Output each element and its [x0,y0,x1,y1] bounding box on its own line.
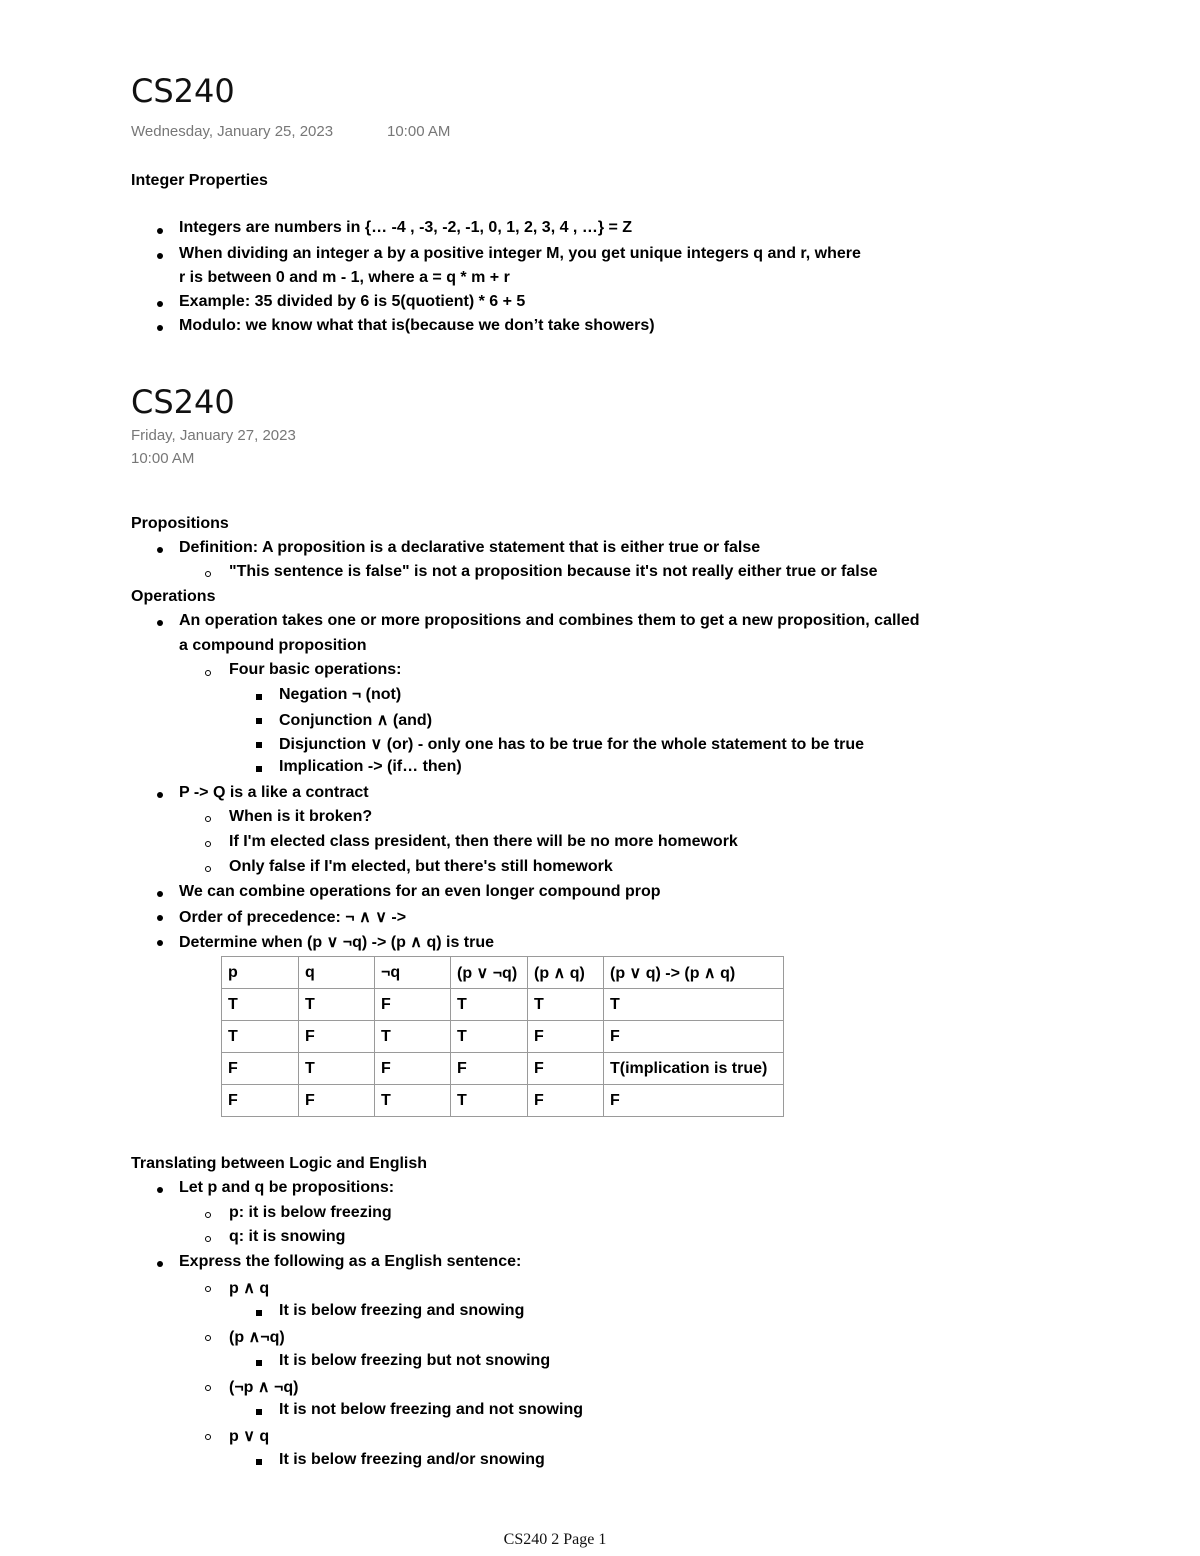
section1-title: CS240 [131,72,235,110]
list-item: Negation ¬ (not) [279,686,402,703]
list-item: Express the following as a English sentence: [179,1253,522,1270]
bullet-circle [205,1385,211,1391]
list-item: Implication -> (if… then) [279,758,462,775]
table-cell: T [604,989,784,1021]
list-item: Four basic operations: [229,661,402,678]
bullet-circle [205,1286,211,1292]
table-header-cell: (p ∨ ¬q) [451,957,528,989]
list-item-continuation: r is between 0 and m - 1, where a = q * m + r [179,269,510,286]
table-cell: F [604,1085,784,1117]
bullet-circle [205,1236,211,1242]
section1-date: Wednesday, January 25, 2023 [131,123,334,140]
table-cell: F [222,1085,299,1117]
list-item: An operation takes one or more propositions and combines them to get a new proposition, called [179,612,920,629]
table-header-row [222,957,784,989]
bullet-dot [157,792,163,798]
bullet-circle [205,816,211,822]
bullet-circle [205,841,211,847]
bullet-dot [157,940,163,946]
table-cell: T [222,1021,299,1053]
bullet-circle [205,1335,211,1341]
bullet-dot [157,891,163,897]
table-cell: T [451,1021,528,1053]
list-item: It is below freezing and/or snowing [279,1451,545,1468]
integer-properties-heading: Integer Properties [131,172,268,189]
section2-time: 10:00 AM [131,450,195,467]
list-item: It is below freezing and snowing [279,1302,525,1319]
truth-table [221,956,784,1117]
bullet-dot [157,1187,163,1193]
section1-time: 10:00 AM [387,123,451,140]
table-cell: F [299,1021,375,1053]
table-cell: T [375,1085,451,1117]
list-item: (¬p ∧ ¬q) [229,1379,299,1396]
list-item: q: it is snowing [229,1228,346,1245]
table-cell: F [222,1053,299,1085]
bullet-dot [157,547,163,553]
bullet-dot [157,1261,163,1267]
bullet-square [256,742,262,748]
bullet-square [256,1310,262,1316]
table-header-cell: ¬q [375,957,451,989]
table-cell: F [528,1053,604,1085]
bullet-circle [205,1434,211,1440]
operations-heading: Operations [131,588,216,605]
list-item: P -> Q is a like a contract [179,784,369,801]
table-row [222,1085,784,1117]
table-header-cell: (p ∨ q) -> (p ∧ q) [604,957,784,989]
bullet-square [256,718,262,724]
list-item: If I'm elected class president, then there will be no more homework [229,833,738,850]
list-item: It is below freezing but not snowing [279,1352,551,1369]
table-row [222,989,784,1021]
list-item: Let p and q be propositions: [179,1179,395,1196]
bullet-square [256,766,262,772]
bullet-circle [205,866,211,872]
table-header-cell: p [222,957,299,989]
bullet-square [256,1360,262,1366]
list-item: Definition: A proposition is a declarative statement that is either true or false [179,539,761,556]
list-item: p ∨ q [229,1428,270,1445]
table-header-cell: (p ∧ q) [528,957,604,989]
table-row [222,1053,784,1085]
table-cell: F [451,1053,528,1085]
bullet-circle [205,1212,211,1218]
list-item: Only false if I'm elected, but there's still homework [229,858,613,875]
bullet-dot [157,228,163,234]
propositions-heading: Propositions [131,515,229,532]
list-item: When is it broken? [229,808,373,825]
bullet-dot [157,301,163,307]
list-item: It is not below freezing and not snowing [279,1401,583,1418]
bullet-circle [205,571,211,577]
table-cell: T [222,989,299,1021]
table-cell: T [451,989,528,1021]
table-cell: T [299,1053,375,1085]
list-item: Determine when (p ∨ ¬q) -> (p ∧ q) is true [179,934,495,951]
section2-date: Friday, January 27, 2023 [131,427,296,444]
bullet-dot [157,915,163,921]
table-cell: F [375,1053,451,1085]
bullet-dot [157,253,163,259]
list-item: p: it is below freezing [229,1204,392,1221]
bullet-dot [157,325,163,331]
table-header-cell: q [299,957,375,989]
translating-heading: Translating between Logic and English [131,1155,428,1172]
table-cell: T [451,1085,528,1117]
list-item: p ∧ q [229,1280,270,1297]
table-cell: F [528,1021,604,1053]
list-item: Disjunction ∨ (or) - only one has to be true for the whole statement to be true [279,736,865,753]
list-item: "This sentence is false" is not a proposition because it's not really either true or false [229,563,878,580]
table-cell: F [604,1021,784,1053]
bullet-square [256,694,262,700]
list-item: Example: 35 divided by 6 is 5(quotient) * 6 + 5 [179,293,526,310]
list-item: (p ∧¬q) [229,1329,285,1346]
table-cell: T [299,989,375,1021]
table-row [222,1021,784,1053]
table-cell: F [299,1085,375,1117]
bullet-square [256,1459,262,1465]
list-item: When dividing an integer a by a positive integer M, you get unique integers q and r, where [179,245,861,262]
table-cell: F [375,989,451,1021]
list-item: We can combine operations for an even longer compound prop [179,883,661,900]
table-cell: F [528,1085,604,1117]
bullet-dot [157,620,163,626]
list-item: Order of precedence: ¬ ∧ ∨ -> [179,909,407,926]
bullet-circle [205,670,211,676]
table-cell: T(implication is true) [604,1053,784,1085]
table-cell: T [528,989,604,1021]
table-cell: T [375,1021,451,1053]
page-footer: CS240 2 Page 1 [503,1531,607,1548]
list-item-continuation: a compound proposition [179,637,367,654]
bullet-square [256,1409,262,1415]
section2-title: CS240 [131,383,235,421]
list-item: Modulo: we know what that is(because we don’t take showers) [179,317,655,334]
list-item: Conjunction ∧ (and) [279,712,433,729]
list-item: Integers are numbers in {… -4 , -3, -2, -1, 0, 1, 2, 3, 4 , …} = Z [179,219,633,236]
